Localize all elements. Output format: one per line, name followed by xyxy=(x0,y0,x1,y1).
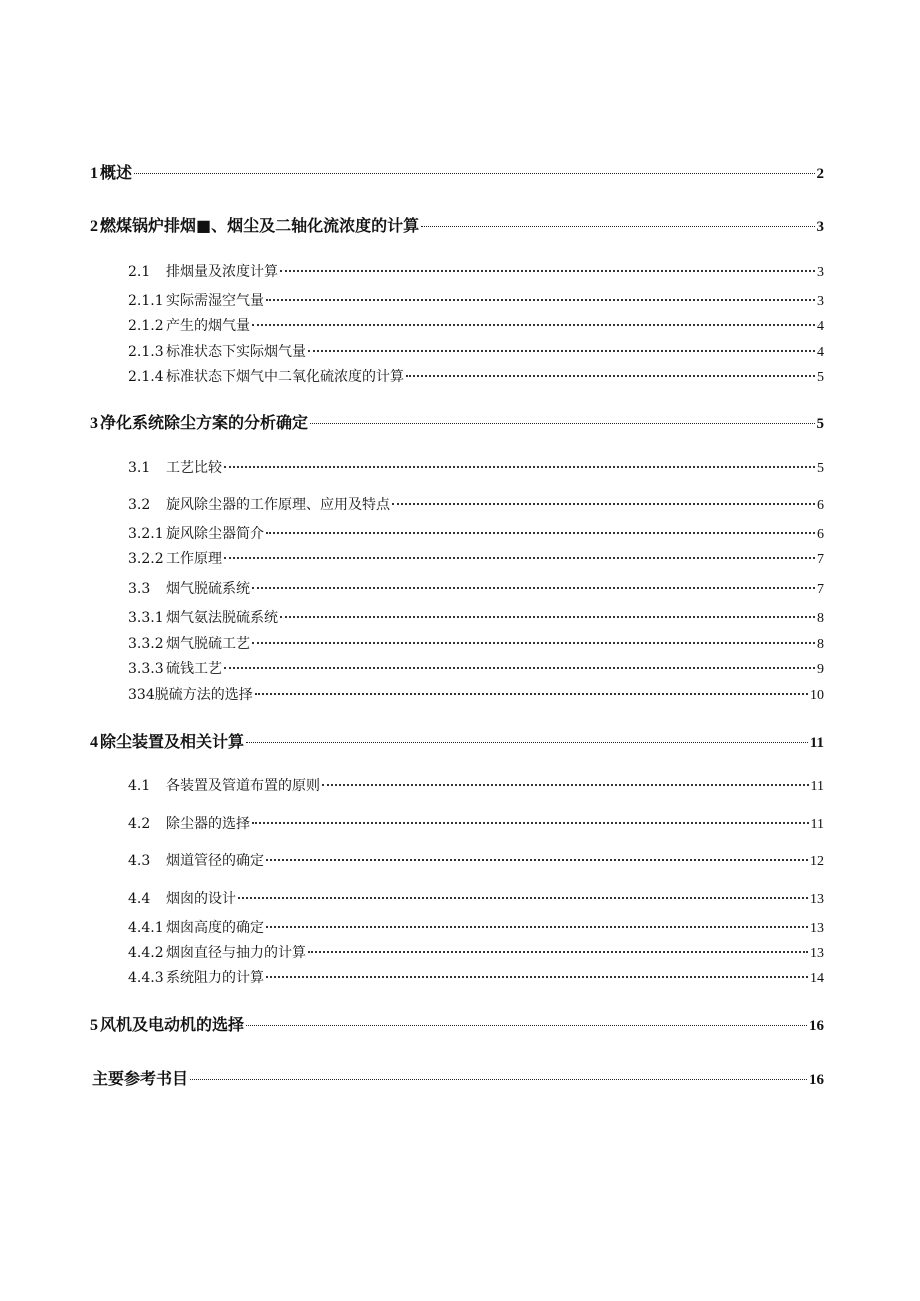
toc-entry-page: 13 xyxy=(810,946,824,961)
toc-entry[interactable] xyxy=(128,366,824,386)
toc-entry-page: 5 xyxy=(817,461,824,476)
toc-entry[interactable] xyxy=(128,967,824,987)
toc-entry-title: 燃煤锅炉排烟■、烟尘及二轴化流浓度的计算 xyxy=(100,216,420,235)
toc-entry-title: 烟气脱硫工艺 xyxy=(166,636,250,652)
toc-entry[interactable] xyxy=(128,917,824,937)
toc-entry-number: 4.4.1 xyxy=(128,920,164,936)
toc-entry-page: 16 xyxy=(809,1072,824,1088)
toc-entry[interactable] xyxy=(128,607,824,627)
toc-entry[interactable] xyxy=(128,684,824,704)
toc-entry[interactable] xyxy=(128,658,824,678)
toc-entry[interactable] xyxy=(90,1066,824,1089)
dot-leader xyxy=(266,859,808,861)
toc-entry-title: 风机及电动机的选择 xyxy=(100,1015,245,1034)
toc-entry-title: 除尘装置及相关计算 xyxy=(100,732,245,751)
toc-entry-page: 8 xyxy=(817,611,824,626)
dot-leader xyxy=(224,557,815,559)
toc-entry-title: 烟囱的设计 xyxy=(166,891,236,907)
toc-entry[interactable] xyxy=(128,341,824,361)
toc-entry[interactable] xyxy=(128,494,824,514)
toc-entry-number: 2.1.1 xyxy=(128,293,164,309)
dot-leader xyxy=(266,926,808,928)
toc-entry-page: 7 xyxy=(817,582,824,597)
dot-leader xyxy=(246,742,808,743)
toc-entry-title: 主要参考书目 xyxy=(92,1069,189,1088)
dot-leader xyxy=(246,1025,807,1026)
toc-entry[interactable] xyxy=(128,261,824,281)
dot-leader xyxy=(190,1079,807,1080)
toc-entry-number: 3.3.1 xyxy=(128,610,164,626)
dot-leader xyxy=(266,532,815,534)
toc-entry-page: 9 xyxy=(817,662,824,677)
toc-entry-title: 除尘器的选择 xyxy=(166,816,250,832)
toc-entry-number: 3.1 xyxy=(128,460,151,476)
toc-entry-number: 2.1.4 xyxy=(128,369,164,385)
toc-entry-page: 4 xyxy=(817,319,824,334)
toc-entry-number: 1 xyxy=(90,165,98,182)
toc-entry-title: 旋风除尘器简介 xyxy=(166,526,264,542)
toc-entry[interactable] xyxy=(90,1012,824,1035)
dot-leader xyxy=(252,642,815,644)
toc-entry-page: 11 xyxy=(810,779,824,794)
toc-entry-page: 7 xyxy=(817,552,824,567)
toc-entry-page: 13 xyxy=(810,921,824,936)
toc-entry-title: 烟气脱硫系统 xyxy=(166,581,250,597)
toc-entry-page: 4 xyxy=(817,345,824,360)
toc-entry[interactable] xyxy=(128,775,824,795)
toc-entry-number: 4.3 xyxy=(128,853,151,869)
dot-leader xyxy=(266,299,815,301)
toc-entry[interactable] xyxy=(128,523,824,543)
toc-entry-number: 2.1.3 xyxy=(128,344,164,360)
toc-entry-number: 2 xyxy=(90,218,98,235)
dot-leader xyxy=(392,503,815,505)
toc-entry-number: 3.3.3 xyxy=(128,661,164,677)
toc-entry-number: 334 xyxy=(128,687,155,703)
toc-entry-title: 烟囱高度的确定 xyxy=(166,920,264,936)
toc-entry-number: 2.1 xyxy=(128,264,151,280)
toc-entry-number: 3.2 xyxy=(128,497,151,513)
dot-leader xyxy=(310,423,814,424)
toc-entry-title: 概述 xyxy=(100,163,133,182)
toc-entry[interactable] xyxy=(90,410,824,433)
toc-entry-page: 12 xyxy=(810,854,824,869)
toc-entry-number: 3.2.1 xyxy=(128,526,164,542)
dot-leader xyxy=(322,784,809,786)
dot-leader xyxy=(252,822,809,824)
toc-entry-number: 3.3.2 xyxy=(128,636,164,652)
toc-entry[interactable] xyxy=(128,315,824,335)
toc-entry-number: 5 xyxy=(90,1017,98,1034)
dot-leader xyxy=(252,587,815,589)
toc-entry-page: 11 xyxy=(810,817,824,832)
toc-entry-number: 4.4 xyxy=(128,891,151,907)
dot-leader xyxy=(421,226,814,227)
toc-entry-title: 硫钱工艺 xyxy=(166,661,222,677)
dot-leader xyxy=(308,951,808,953)
toc-entry-number: 4.4.3 xyxy=(128,970,164,986)
toc-entry[interactable] xyxy=(128,633,824,653)
toc-entry-title: 排烟量及浓度计算 xyxy=(166,264,278,280)
toc-entry[interactable] xyxy=(90,160,824,183)
dot-leader xyxy=(308,350,815,352)
dot-leader xyxy=(134,173,814,174)
toc-entry[interactable] xyxy=(128,548,824,568)
toc-entry-title: 产生的烟气量 xyxy=(166,318,250,334)
toc-entry-page: 3 xyxy=(817,265,824,280)
toc-entry-page: 16 xyxy=(809,1018,824,1034)
toc-entry-title: 净化系统除尘方案的分析确定 xyxy=(100,413,309,432)
toc-entry-number: 4.2 xyxy=(128,816,151,832)
dot-leader xyxy=(238,897,808,899)
toc-entry[interactable] xyxy=(128,888,824,908)
toc-entry-title: 系统阻力的计算 xyxy=(166,970,264,986)
dot-leader xyxy=(406,375,815,377)
toc-entry-number: 3.2.2 xyxy=(128,551,164,567)
toc-entry-title: 工作原理 xyxy=(166,551,222,567)
toc-entry-title: 标准状态下烟气中二氧化硫浓度的计算 xyxy=(166,369,404,385)
toc-entry-number: 4 xyxy=(90,734,98,751)
dot-leader xyxy=(255,693,808,695)
toc-entry-title: 旋风除尘器的工作原理、应用及特点 xyxy=(166,497,390,513)
toc-entry-title: 烟囱直径与抽力的计算 xyxy=(166,945,306,961)
toc-entry-title: 各装置及管道布置的原则 xyxy=(166,778,320,794)
toc-entry-page: 11 xyxy=(809,735,824,751)
toc-entry-title: 工艺比较 xyxy=(166,460,222,476)
toc-entry-number: 4.4.2 xyxy=(128,945,164,961)
toc-entry-page: 3 xyxy=(817,294,824,309)
toc-entry[interactable] xyxy=(90,729,824,752)
toc-entry[interactable] xyxy=(128,813,824,833)
toc-entry[interactable] xyxy=(128,290,824,310)
toc-entry-number: 2.1.2 xyxy=(128,318,164,334)
toc-entry[interactable] xyxy=(128,578,824,598)
toc-entry-title: 烟道管径的确定 xyxy=(166,853,264,869)
toc-entry-page: 10 xyxy=(810,688,824,703)
toc-entry-number: 3 xyxy=(90,415,98,432)
toc-entry-page: 14 xyxy=(810,971,824,986)
toc-entry-page: 8 xyxy=(817,637,824,652)
toc-entry-page: 6 xyxy=(817,498,824,513)
toc-entry[interactable] xyxy=(128,850,824,870)
dot-leader xyxy=(224,667,815,669)
toc-entry-title: 烟气氨法脱硫系统 xyxy=(166,610,278,626)
toc-entry-title: 标准状态下实际烟气量 xyxy=(166,344,306,360)
toc-entry-page: 13 xyxy=(810,892,824,907)
toc-entry[interactable] xyxy=(128,942,824,962)
dot-leader xyxy=(266,976,808,978)
dot-leader xyxy=(224,466,815,468)
dot-leader xyxy=(280,270,815,272)
dot-leader xyxy=(252,324,815,326)
toc-entry-page: 3 xyxy=(816,219,824,235)
toc-entry-title: 实际需湿空气量 xyxy=(166,293,264,309)
toc-entry-page: 5 xyxy=(816,416,824,432)
toc-entry-title: 脱硫方法的选择 xyxy=(154,687,253,703)
dot-leader xyxy=(280,616,815,618)
toc-entry-page: 6 xyxy=(817,527,824,542)
toc-entry-number: 3.3 xyxy=(128,581,151,597)
toc-entry[interactable] xyxy=(128,457,824,477)
toc-entry-page: 5 xyxy=(817,370,824,385)
toc-entry-number: 4.1 xyxy=(128,778,151,794)
toc-entry[interactable] xyxy=(90,213,824,236)
toc-entry-page: 2 xyxy=(816,166,824,182)
